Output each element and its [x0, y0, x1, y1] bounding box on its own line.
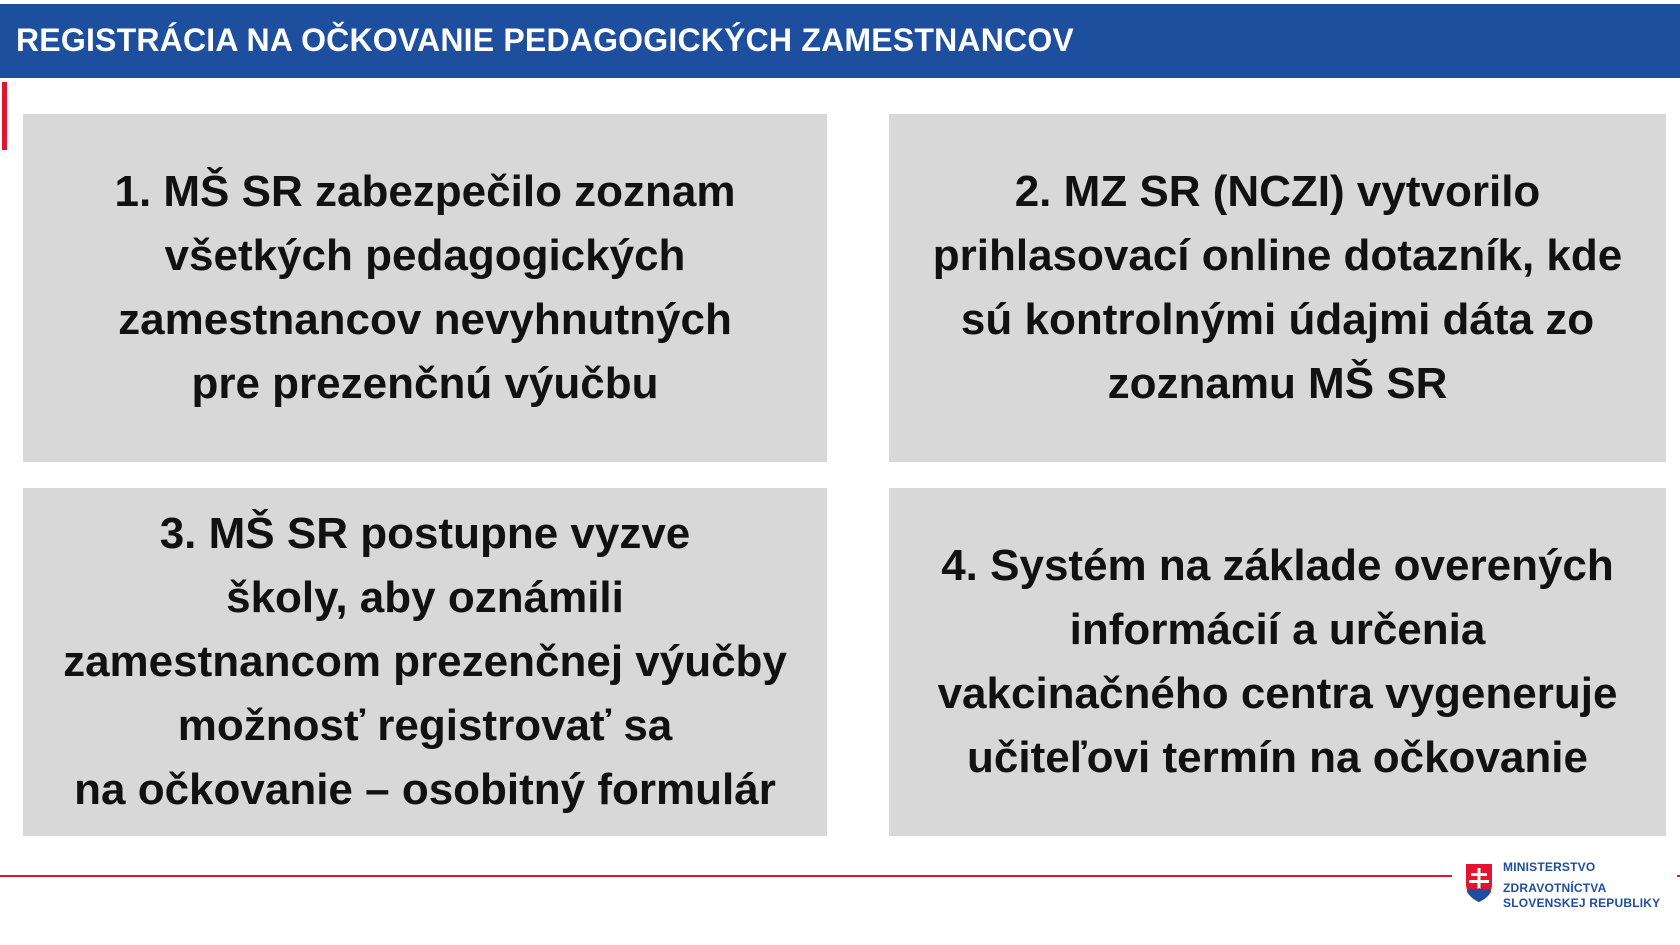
step-card-2 — [889, 114, 1666, 462]
ministry-line-2: ZDRAVOTNÍCTVA — [1503, 881, 1607, 895]
slovak-coat-of-arms-icon — [1462, 860, 1496, 906]
step-3-text: 3. MŠ SR postupne vyzve školy, aby oznámili zamestnancom prezenčnej výučby možnosť registrovať sa na očkovanie – osobitný formulár — [63, 509, 787, 814]
page-title: REGISTRÁCIA NA OČKOVANIE PEDAGOGICKÝCH ZAMESTNANCOV — [16, 22, 1074, 58]
footer-divider — [0, 875, 1680, 877]
ministry-logo — [1452, 854, 1677, 924]
title-bar — [0, 4, 1680, 78]
step-card-1 — [23, 114, 827, 462]
step-2-text: 2. MZ SR (NCZI) vytvorilo prihlasovací online dotazník, kde sú kontrolnými údajmi dáta zo zoznamu MŠ SR — [932, 167, 1623, 408]
step-1-text: 1. MŠ SR zabezpečilo zoznam všetkých pedagogických zamestnancov nevyhnutných pre prezenčnú výučbu — [114, 167, 736, 408]
step-card-3 — [23, 488, 827, 836]
red-accent-bar — [2, 82, 7, 150]
step-card-4 — [889, 488, 1666, 836]
ministry-name — [1503, 860, 1660, 911]
step-4-text: 4. Systém na základe overených informácií a určenia vakcinačného centra vygeneruje učiteľovi termín na očkovanie — [937, 541, 1618, 782]
ministry-line-1: MINISTERSTVO — [1503, 860, 1596, 874]
ministry-line-3: SLOVENSKEJ REPUBLIKY — [1503, 896, 1661, 910]
